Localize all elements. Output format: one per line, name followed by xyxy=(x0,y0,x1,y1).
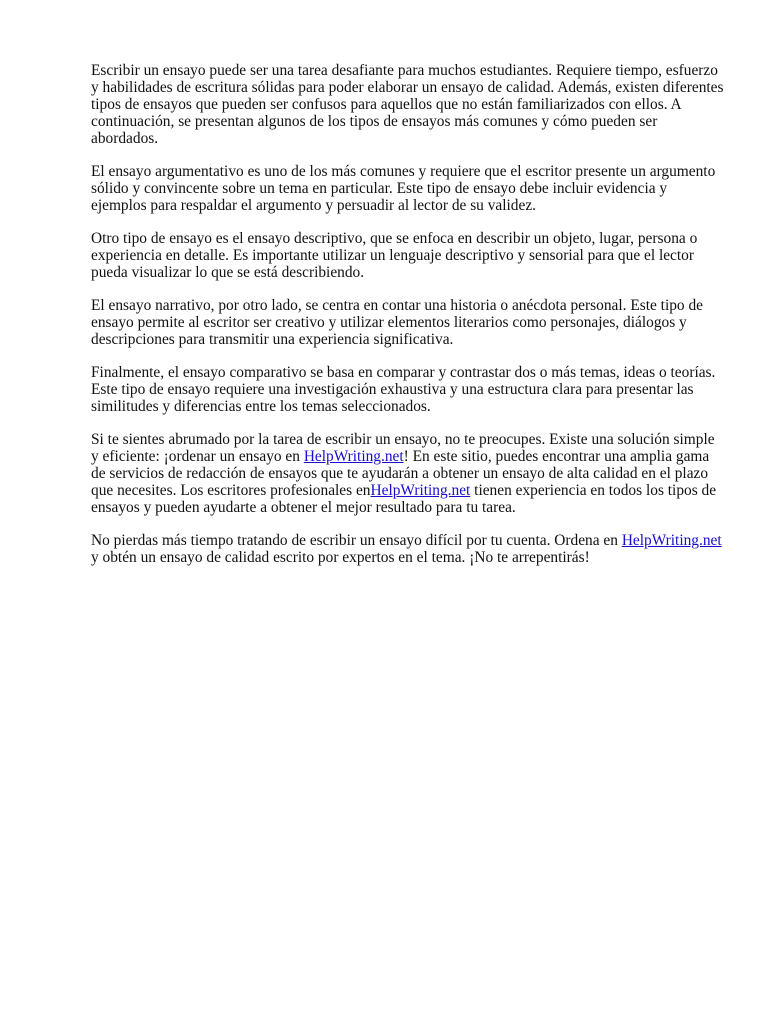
paragraph-solution xyxy=(91,431,726,516)
helpwriting-link[interactable]: HelpWriting.net xyxy=(370,482,471,499)
paragraph-text: y obtén un ensayo de calidad escrito por expertos en el tema. ¡No te arrepentirás! xyxy=(91,549,590,566)
paragraph-text: Si te sientes abrumado por la tarea de escribir un ensayo, no te preocupes. Existe una solución simple y eficiente: ¡ordenar un ensayo en xyxy=(91,431,715,465)
paragraph-text: ! En este sitio, puedes encontrar una amplia gama de servicios de redacción de ensayos que te ayudarán a obtener un ensayo de alta calidad en el plazo que necesites. Los escritores profesionales en xyxy=(91,448,710,499)
paragraph-descriptive: Otro tipo de ensayo es el ensayo descriptivo, que se enfoca en describir un objeto, lugar, persona o experiencia en detalle. Es importante utilizar un lenguaje descriptivo y sensorial para que el lector pueda visualizar lo que se está describiendo. xyxy=(91,230,698,281)
helpwriting-link[interactable]: HelpWriting.net xyxy=(303,448,404,465)
helpwriting-link[interactable]: HelpWriting.net xyxy=(621,532,722,549)
paragraph-comparative: Finalmente, el ensayo comparativo se basa en comparar y contrastar dos o más temas, ideas o teorías. Este tipo de ensayo requiere una investigación exhaustiva y una estructura clara para presentar las similitudes y diferencias entre los temas seleccionados. xyxy=(91,364,716,415)
paragraph-intro: Escribir un ensayo puede ser una tarea desafiante para muchos estudiantes. Requiere tiempo, esfuerzo y habilidades de escritura sólidas para poder elaborar un ensayo de calidad. Además, existen diferentes tipos de ensayos que pueden ser confusos para aquellos que no están familiarizados con ellos. A continuación, se presentan algunos de los tipos de ensayos más comunes y cómo pueden ser abordados. xyxy=(91,62,724,147)
paragraph-text: No pierdas más tiempo tratando de escribir un ensayo difícil por tu cuenta. Ordena en xyxy=(91,532,622,549)
paragraph-argumentative: El ensayo argumentativo es uno de los más comunes y requiere que el escritor presente un argumento sólido y convincente sobre un tema en particular. Este tipo de ensayo debe incluir evidencia y ejemplos para respaldar el argumento y persuadir al lector de su validez. xyxy=(91,163,716,214)
paragraph-text: tienen experiencia en todos los tipos de ensayos y pueden ayudarte a obtener el mejor resultado para tu tarea. xyxy=(91,482,717,516)
document-page xyxy=(91,62,726,582)
paragraph-closing xyxy=(91,532,726,566)
paragraph-narrative: El ensayo narrativo, por otro lado, se centra en contar una historia o anécdota personal. Este tipo de ensayo permite al escritor ser creativo y utilizar elementos literarios como personajes, diálogos y descripciones para transmitir una experiencia significativa. xyxy=(91,297,703,348)
